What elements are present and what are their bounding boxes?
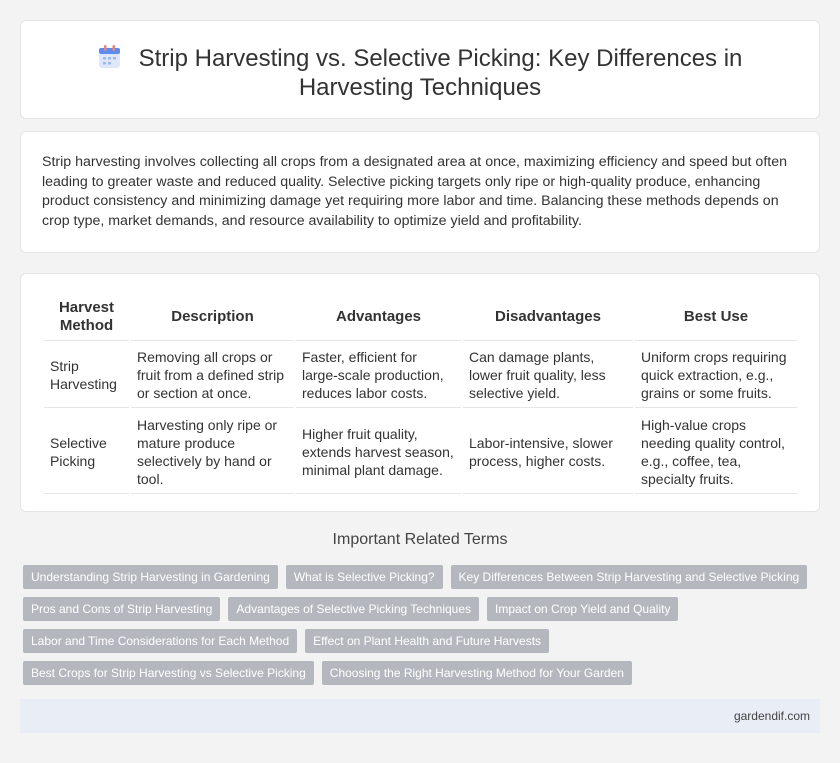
related-tag[interactable]: Labor and Time Considerations for Each Method [23, 629, 297, 653]
calendar-icon [98, 45, 121, 69]
related-tag[interactable]: Pros and Cons of Strip Harvesting [23, 597, 220, 621]
table-row [44, 343, 797, 408]
tag-row [23, 629, 823, 653]
related-tag[interactable]: Advantages of Selective Picking Techniques [228, 597, 479, 621]
table-row [44, 410, 797, 494]
cell-description: Harvesting only ripe or mature produce selectively by hand or tool. [131, 410, 294, 494]
footer-site-link[interactable]: gardendif.com [733, 709, 810, 723]
title-line-1: Strip Harvesting vs. Selective Picking: Key Differences in [138, 45, 743, 72]
tag-row [23, 565, 823, 589]
cell-best-use: Uniform crops requiring quick extraction, e.g., grains or some fruits. [635, 343, 797, 408]
page-title [21, 44, 819, 102]
tag-row [23, 597, 823, 621]
footer [20, 699, 820, 733]
related-terms-title: Important Related Terms [332, 531, 508, 548]
cell-description: Removing all crops or fruit from a defined strip or section at once. [131, 343, 294, 408]
cell-method: Selective Picking [44, 410, 129, 494]
header-description: Description [131, 297, 294, 341]
intro-paragraph: Strip harvesting involves collecting all crops from a designated area at once, maximizing efficiency and speed but often leading to greater waste and reduced quality. Selective picking targets only ripe or high-quality produce, enhancing product consistency and minimizing damage yet requiring more labor and time. Balancing these methods depends on crop type, market demands, and resource availability to optimize yield and profitability. [42, 154, 787, 229]
related-tag[interactable]: Best Crops for Strip Harvesting vs Selective Picking [23, 661, 314, 685]
header-advantages: Advantages [296, 297, 461, 341]
cell-advantages: Faster, efficient for large-scale production, reduces labor costs. [296, 343, 461, 408]
related-tag[interactable]: Choosing the Right Harvesting Method for Your Garden [322, 661, 632, 685]
cell-best-use: High-value crops needing quality control, e.g., coffee, tea, specialty fruits. [635, 410, 797, 494]
intro-card [20, 131, 820, 253]
table-header-row [44, 297, 797, 341]
related-tag[interactable]: What is Selective Picking? [286, 565, 443, 589]
related-tag[interactable]: Key Differences Between Strip Harvesting and Selective Picking [451, 565, 808, 589]
cell-disadvantages: Labor-intensive, slower process, higher costs. [463, 410, 633, 494]
cell-method: Strip Harvesting [44, 343, 129, 408]
tag-row [23, 661, 823, 685]
title-line-2: Harvesting Techniques [298, 74, 542, 101]
header-best-use: Best Use [635, 297, 797, 341]
related-tag[interactable]: Effect on Plant Health and Future Harvests [305, 629, 549, 653]
related-tag[interactable]: Impact on Crop Yield and Quality [487, 597, 678, 621]
header-harvest-method: Harvest Method [44, 297, 129, 341]
cell-disadvantages: Can damage plants, lower fruit quality, less selective yield. [463, 343, 633, 408]
related-terms-tags [23, 565, 823, 693]
comparison-table-card [20, 273, 820, 512]
header-card [20, 20, 820, 119]
cell-advantages: Higher fruit quality, extends harvest season, minimal plant damage. [296, 410, 461, 494]
header-disadvantages: Disadvantages [463, 297, 633, 341]
related-tag[interactable]: Understanding Strip Harvesting in Gardening [23, 565, 278, 589]
comparison-table [42, 295, 799, 496]
